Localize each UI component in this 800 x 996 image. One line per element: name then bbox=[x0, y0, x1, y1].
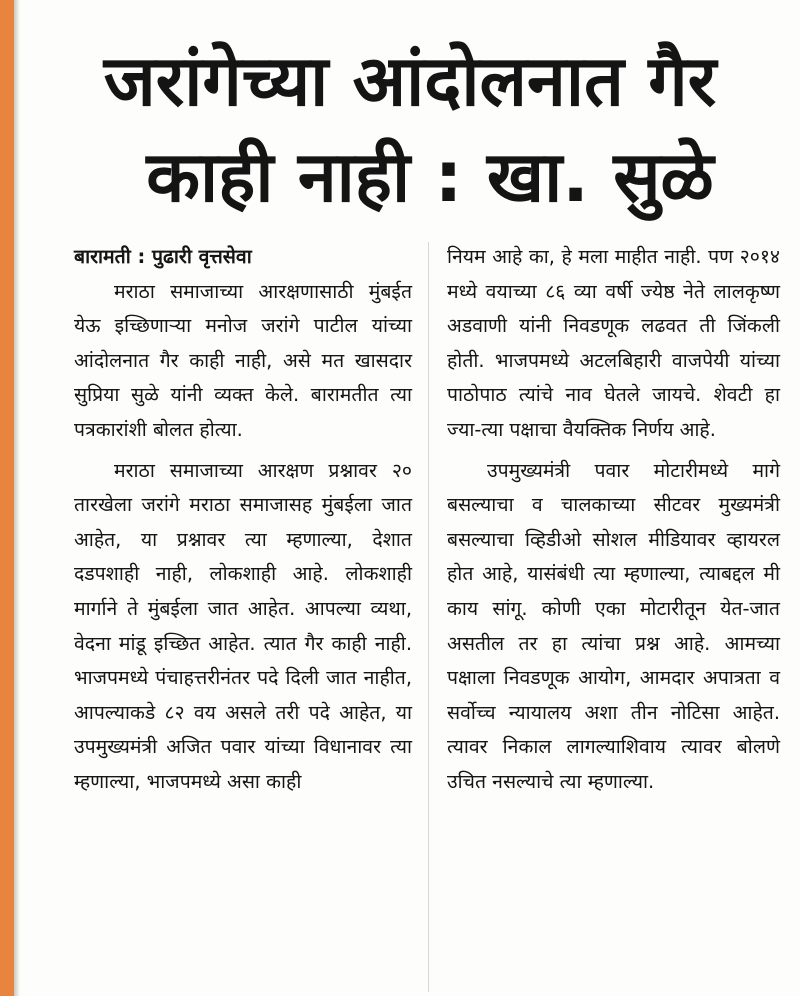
page-edge-shadow bbox=[14, 0, 20, 996]
page-edge-strip bbox=[0, 0, 14, 996]
dateline: बारामती : पुढारी वृत्तसेवा bbox=[74, 245, 252, 268]
article-column-left bbox=[74, 240, 412, 806]
headline-line-2: काही नाही : खा. सुळे bbox=[146, 136, 714, 218]
column-divider bbox=[428, 242, 429, 992]
article-column-right bbox=[447, 240, 780, 806]
headline-line-1: जरांगेच्या आंदोलनात गैर bbox=[103, 40, 717, 122]
article-paragraph: नियम आहे का, हे मला माहीत नाही. पण २०१४ मध्ये वयाच्या ८६ व्या वर्षी ज्येष्ठ नेते लालकृष्ण अडवाणी यांनी निवडणूक लढवत ती जिंकली होती. भाजपमध्ये अटलबिहारी वाजपेयी यांच्या पाठोपाठ त्यांचे नाव घेतले जायचे. शेवटी हा ज्या-त्या पक्षाचा वैयक्तिक निर्णय आहे. bbox=[447, 245, 780, 441]
article-paragraph: उपमुख्यमंत्री पवार मोटारीमध्ये मागे बसल्याचा व चालकाच्या सीटवर मुख्यमंत्री बसल्याचा व्हिडीओ सोशल मीडियावर व्हायरल होत आहे, यासंबंधी त्या म्हणाल्या, त्याबद्दल मी काय सांगू. कोणी एका मोटारीतून येत-जात असतील तर हा त्यांचा प्रश्न आहे. आमच्या पक्षाला निवडणूक आयोग, आमदार अपात्रता व सर्वोच्च न्यायालय अशा तीन नोटिसा आहेत. त्यावर निकाल लागल्याशिवाय त्यावर बोलणे उचित नसल्याचे त्या म्हणाल्या. bbox=[447, 458, 780, 793]
article-paragraph: मराठा समाजाच्या आरक्षण प्रश्नावर २० तारखेला जरांगे मराठा समाजासह मुंबईला जात आहेत, या प्रश्नावर त्या म्हणाल्या, देशात दडपशाही नाही, लोकशाही आहे. लोकशाही मार्गाने ते मुंबईला जात आहेत. आपल्या व्यथा, वेदना मांडू इच्छित आहेत. त्यात गैर काही नाही. भाजपमध्ये पंचाहत्तरीनंतर पदे दिली जात नाहीत, आपल्याकडे ८२ वय असले तरी पदे आहेत, या उपमुख्यमंत्री अजित पवार यांच्या विधानावर त्या म्हणाल्या, भाजपमध्ये असा काही bbox=[74, 458, 412, 793]
article-paragraph: मराठा समाजाच्या आरक्षणासाठी मुंबईत येऊ इच्छिणाऱ्या मनोज जरांगे पाटील यांच्या आंदोलनात गैर काही नाही, असे मत खासदार सुप्रिया सुळे यांनी व्यक्त केले. बारामतीत त्या पत्रकारांशी बोलत होत्या. bbox=[74, 279, 412, 441]
